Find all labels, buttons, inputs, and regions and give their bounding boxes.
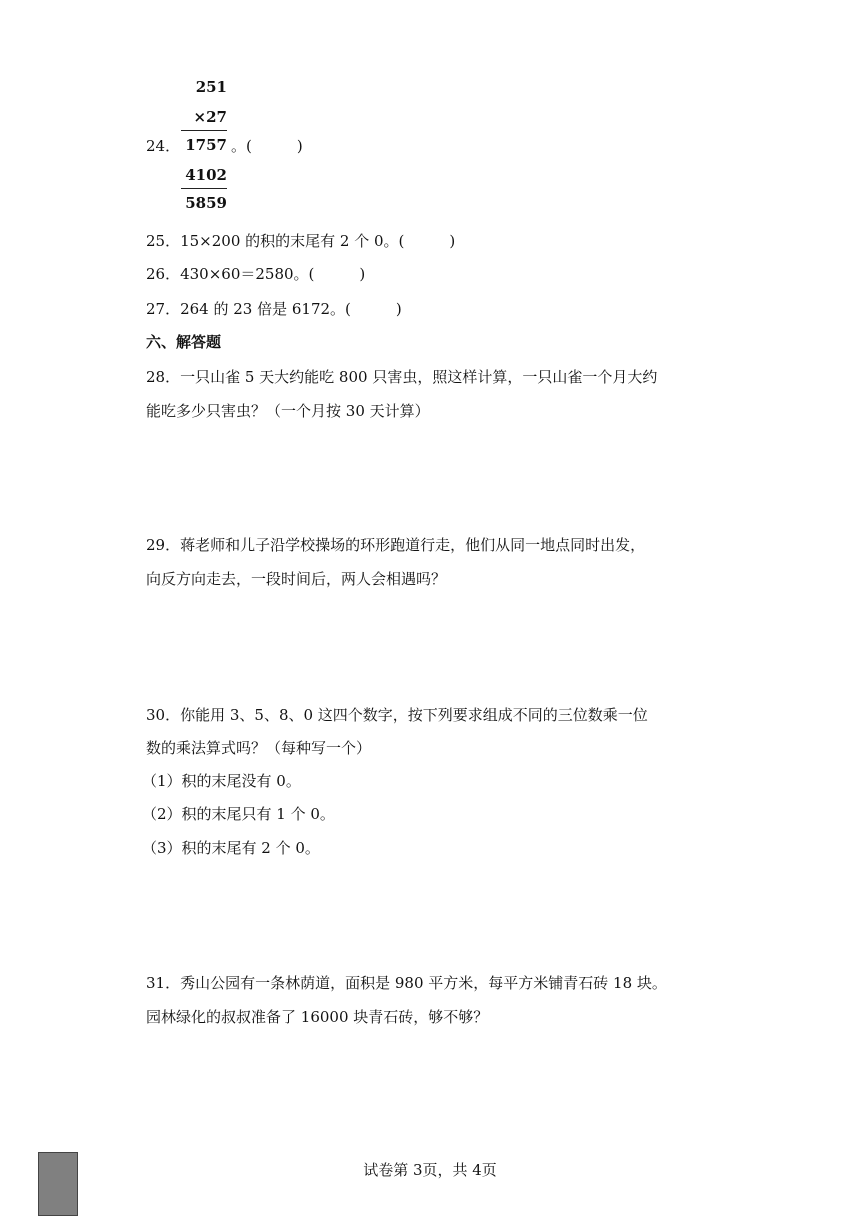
- q26-text: 26．430×60＝2580。( ): [146, 265, 366, 283]
- q30-sub-2: （2）积的末尾只有 1 个 0。: [142, 805, 335, 823]
- section-heading: 六、解答题: [146, 333, 222, 351]
- q29-line-1: 29．蒋老师和儿子沿学校操场的环形跑道行走，他们从同一地点同时出发，: [146, 536, 646, 554]
- q24-partial-product-1: 1757: [185, 136, 227, 154]
- q24-partial-product-2: 4102: [185, 166, 227, 184]
- q24-multiplier: ×27: [193, 108, 227, 126]
- q30-line-2: 数的乘法算式吗？（每种写一个）: [146, 739, 372, 757]
- q24-number: 24．: [146, 137, 181, 155]
- page-footer: 试卷第 3页，共 4页: [363, 1161, 497, 1179]
- q28-line-1: 28．一只山雀 5 天大约能吃 800 只害虫，照这样计算，一只山雀一个月大约: [146, 368, 658, 386]
- q31-line-2: 园林绿化的叔叔准备了 16000 块青石砖，够不够？: [146, 1008, 489, 1026]
- q28-line-2: 能吃多少只害虫？（一个月按 30 天计算）: [146, 402, 430, 420]
- q27-text: 27．264 的 23 倍是 6172。( ): [146, 300, 402, 318]
- q31-line-1: 31．秀山公园有一条林荫道，面积是 980 平方米，每平方米铺青石砖 18 块。: [146, 974, 667, 992]
- q29-line-2: 向反方向走去，一段时间后，两人会相遇吗？: [146, 570, 447, 588]
- q24-rule-2: [181, 188, 227, 189]
- q30-sub-1: （1）积的末尾没有 0。: [142, 772, 301, 790]
- q30-sub-3: （3）积的末尾有 2 个 0。: [142, 839, 320, 857]
- q25-text: 25．15×200 的积的末尾有 2 个 0。( ): [146, 232, 456, 250]
- q24-result: 5859: [185, 194, 227, 212]
- q24-answer-blank[interactable]: 。( ): [231, 137, 303, 155]
- q24-rule-1: [181, 130, 227, 131]
- q30-line-1: 30．你能用 3、5、8、0 这四个数字，按下列要求组成不同的三位数乘一位: [146, 706, 648, 724]
- q24-multiplicand: 251: [195, 78, 227, 96]
